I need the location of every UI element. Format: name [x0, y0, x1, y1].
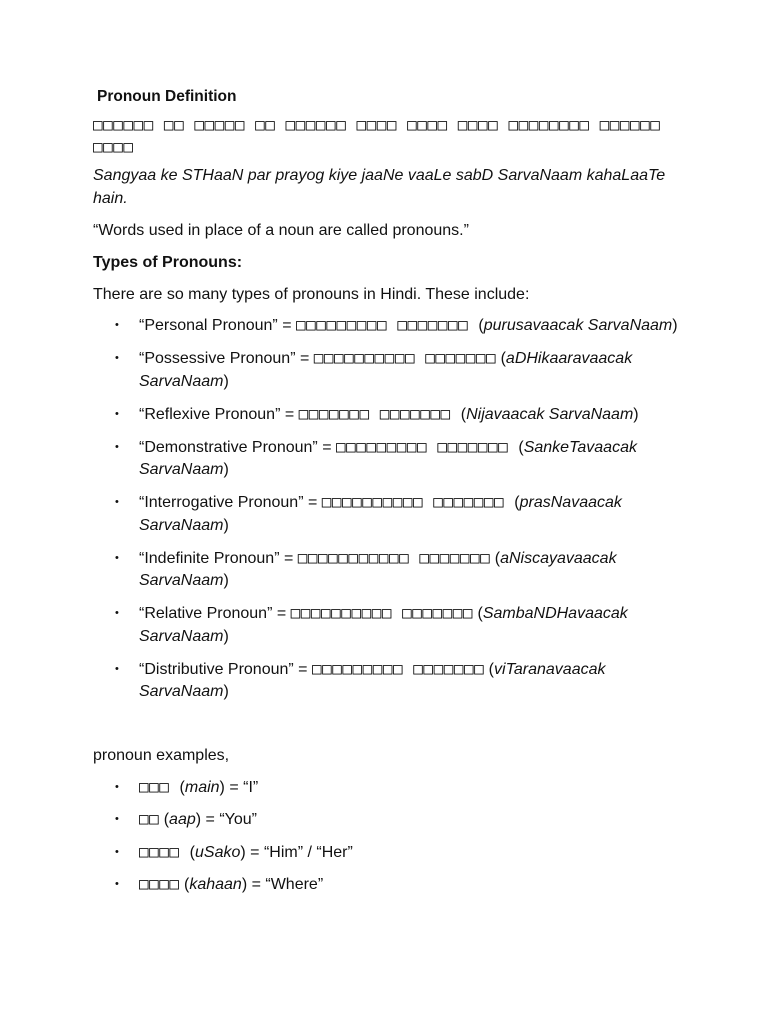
- bullet-icon: •: [115, 440, 119, 453]
- list-item: [93, 314, 678, 338]
- examples-list: [93, 776, 678, 897]
- bullet-icon: •: [115, 496, 119, 508]
- type-hindi: □□□□□□□ □□□□□□□: [298, 403, 461, 423]
- bullet-icon: •: [115, 551, 119, 564]
- type-hindi: □□□□□□□□□□ □□□□□□□: [313, 348, 497, 367]
- bullet-icon: •: [115, 662, 119, 675]
- example-meaning: ) = “You”: [195, 811, 257, 828]
- bullet-icon: •: [115, 845, 119, 858]
- paren-close: ): [223, 627, 229, 645]
- list-item: [93, 347, 678, 393]
- paren-open: (: [496, 350, 506, 367]
- list-item: [93, 808, 678, 832]
- type-hindi: □□□□□□□□□□ □□□□□□□: [290, 603, 474, 622]
- type-transliteration: SankeTavaacak SarvaNaam: [139, 438, 637, 478]
- paren-open: (: [518, 438, 524, 456]
- types-heading: Types of Pronouns:: [93, 254, 243, 271]
- pronoun-types-list: [93, 314, 678, 704]
- example-hindi: □□□: [139, 776, 180, 796]
- example-transliteration: aap: [169, 811, 196, 828]
- type-hindi: □□□□□□□□□□□ □□□□□□□: [297, 547, 491, 567]
- type-transliteration: prasNavaacak SarvaNaam: [139, 494, 622, 534]
- list-item: [93, 436, 678, 482]
- examples-label: pronoun examples,: [93, 746, 230, 764]
- type-label: “Indefinite Pronoun” =: [139, 549, 298, 567]
- paren-close: ): [223, 572, 229, 589]
- example-transliteration: uSako: [195, 843, 241, 861]
- list-item: [93, 491, 678, 537]
- type-transliteration: Nijavaacak SarvaNaam: [466, 405, 634, 423]
- example-transliteration: main: [184, 778, 220, 796]
- bullet-icon: •: [115, 780, 119, 793]
- paren-open: (: [473, 605, 483, 622]
- type-label: “Distributive Pronoun” =: [139, 660, 312, 678]
- paren-close: ): [223, 683, 229, 700]
- hindi-definition: □□□□□□ □□ □□□□□ □□ □□□□□□ □□□□ □□□□ □□□□ □□□□□□□□ □□□□□□ □□□□: [93, 115, 661, 156]
- example-meaning: ) = “Where”: [241, 876, 324, 893]
- type-transliteration: viTaranavaacak SarvaNaam: [139, 660, 606, 700]
- type-transliteration: SambaNDHavaacak SarvaNaam: [139, 605, 628, 645]
- list-item: [93, 403, 678, 427]
- list-item: [93, 602, 678, 648]
- type-label: “Possessive Pronoun” =: [139, 350, 314, 367]
- english-definition: “Words used in place of a noun are called pronouns.”: [93, 222, 469, 239]
- example-hindi: □□: [139, 809, 160, 828]
- paren-open: (: [478, 317, 484, 334]
- paren-open: (: [189, 843, 195, 861]
- list-item: [93, 658, 678, 704]
- type-hindi: □□□□□□□□□ □□□□□□□: [311, 658, 485, 678]
- type-transliteration: aNiscayavaacak SarvaNaam: [139, 549, 617, 589]
- document-page: [93, 86, 678, 906]
- bullet-icon: •: [115, 878, 119, 890]
- bullet-icon: •: [115, 319, 119, 331]
- list-item: [93, 841, 678, 865]
- bullet-icon: •: [115, 607, 119, 619]
- type-transliteration: purusavaacak SarvaNaam: [483, 317, 673, 334]
- paren-close: ): [223, 461, 229, 478]
- paren-close: ): [223, 372, 229, 390]
- bullet-icon: •: [115, 407, 119, 420]
- paren-close: ): [672, 317, 678, 334]
- type-transliteration: aDHikaaravaacak SarvaNaam: [139, 350, 633, 390]
- paren-open: (: [514, 494, 520, 511]
- type-label: “Demonstrative Pronoun” =: [139, 438, 336, 456]
- paren-open: (: [460, 405, 467, 423]
- paren-open: (: [490, 549, 501, 567]
- paren-close: ): [633, 405, 639, 423]
- types-intro: There are so many types of pronouns in Hindi. These include:: [93, 286, 530, 303]
- example-hindi: □□□□: [139, 874, 180, 893]
- type-label: “Reflexive Pronoun” =: [139, 405, 299, 423]
- paren-open: (: [179, 778, 185, 796]
- list-item: [93, 776, 678, 800]
- list-item: [93, 873, 678, 897]
- type-label: “Relative Pronoun” =: [139, 605, 291, 622]
- paren-open: (: [159, 811, 170, 828]
- list-item: [93, 547, 678, 593]
- type-hindi: □□□□□□□□□□ □□□□□□□: [321, 492, 515, 511]
- example-meaning: ) = “I”: [219, 778, 259, 796]
- type-hindi: □□□□□□□□□ □□□□□□□: [295, 315, 479, 334]
- type-label: “Personal Pronoun” =: [139, 317, 296, 334]
- paren-open: (: [484, 660, 495, 678]
- paren-open: (: [179, 876, 190, 893]
- bullet-icon: •: [115, 813, 119, 825]
- type-label: “Interrogative Pronoun” =: [139, 494, 322, 511]
- type-hindi: □□□□□□□□□ □□□□□□□: [335, 436, 519, 456]
- page-title: Pronoun Definition: [97, 88, 237, 105]
- example-meaning: ) = “Him” / “Her”: [240, 843, 353, 861]
- bullet-icon: •: [115, 352, 119, 364]
- paren-close: ): [223, 516, 229, 534]
- example-hindi: □□□□: [139, 841, 190, 861]
- example-transliteration: kahaan: [189, 876, 242, 893]
- transliterated-definition: Sangyaa ke STHaaN par prayog kiye jaaNe vaaLe sabD SarvaNaam kahaLaaTe hain.: [93, 167, 666, 207]
